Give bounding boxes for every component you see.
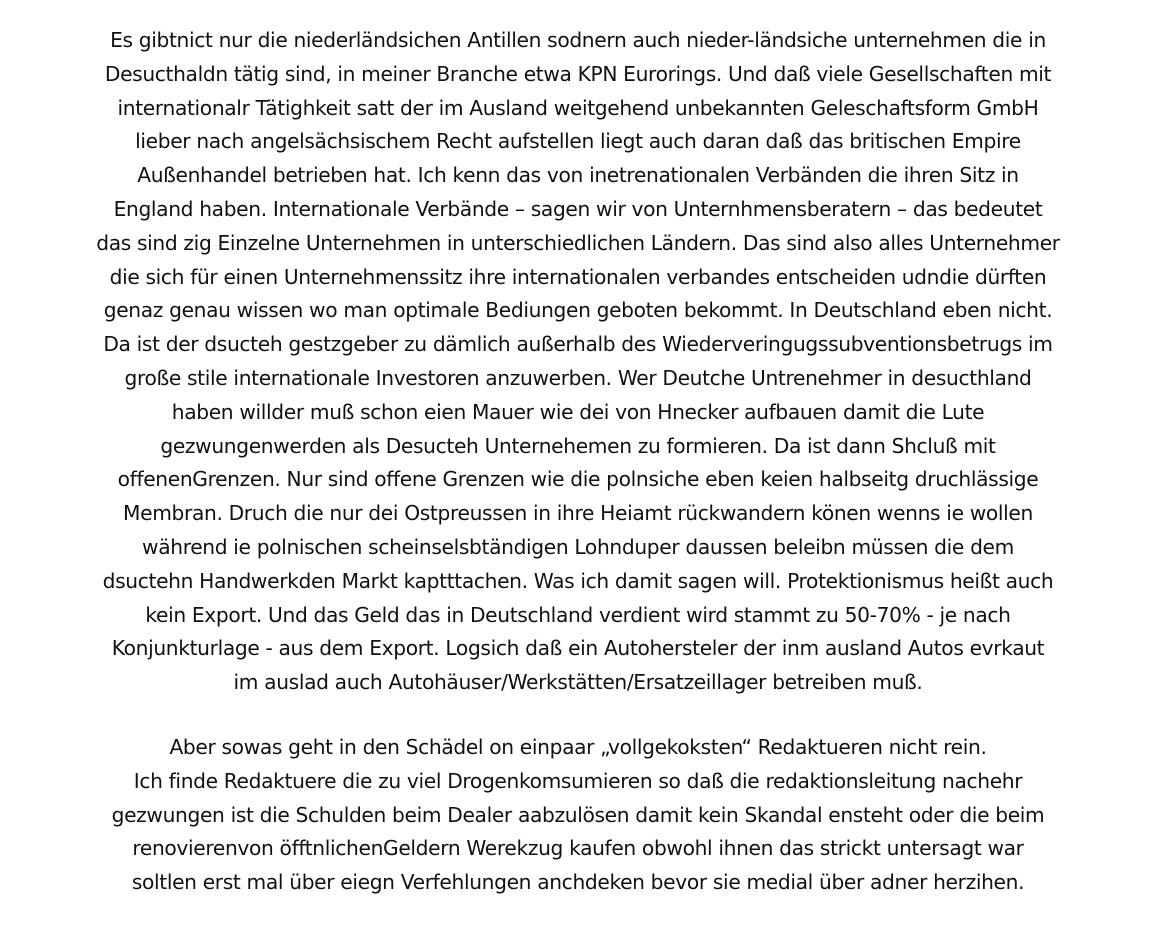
paragraph-spacer [0, 700, 1156, 731]
text-line: internationalr Tätighkeit satt der im Ausland weitgehend unbekannten Geleschaftsform GmbH [117, 95, 1039, 120]
text-line: gezwungen ist die Schulden beim Dealer aabzulösen damit kein Skandal ensteht oder die beim [111, 802, 1045, 827]
text-line: während ie polnischen scheinselsbtändigen Lohnduper daussen beleibn müssen die dem [142, 534, 1014, 559]
text-line: Konjunkturlage - aus dem Export. Logsich daß ein Autohersteler der inm ausland Autos evrkaut [111, 636, 1045, 661]
text-line: kein Export. Und das Geld das in Deutschland verdient wird stammt zu 50-70% - je nach [145, 602, 1011, 627]
text-line: Da ist der dsucteh gestzgeber zu dämlich außerhalb des Wiederveringugssubventionsbetrugs im [103, 332, 1053, 357]
text-line: die sich für einen Unternehmenssitz ihre internationalen verbandes entscheiden udndie dürften [109, 264, 1047, 289]
text-line: dsuctehn Handwerkden Markt kaptttachen. Was ich damit sagen will. Protektionismus heißt auch [102, 568, 1054, 593]
text-line: soltlen erst mal über eiegn Verfehlungen anchdeken bevor sie medial über adner herzihen. [131, 870, 1025, 895]
text-line: Es gibtnict nur die niederländsichen Antillen sodnern auch nieder-ländsiche unternehmen die in [110, 28, 1046, 52]
text-line: Ich finde Redaktuere die zu viel Drogenkomsumieren so daß die redaktionsleitung nachehr [133, 768, 1023, 793]
text-line: gezwungenwerden als Desucteh Unternehemen zu formieren. Da ist dann Shcluß mit [160, 433, 996, 458]
paragraph-2 [0, 731, 1156, 900]
text-line: England haben. Internationale Verbände – sagen wir von Unternhmensberatern – das bedeutet [113, 196, 1043, 221]
document-body [0, 24, 1156, 900]
text-line: im auslad auch Autohäuser/Werkstätten/Ersatzeillager betreiben muß. [233, 670, 923, 695]
paragraph-1 [0, 24, 1156, 700]
text-line: haben willder muß schon eien Mauer wie dei von Hnecker aufbauen damit die Lute [171, 399, 985, 424]
text-line: große stile internationale Investoren anzuwerben. Wer Deutche Untrenehmer in desucthland [124, 365, 1032, 390]
text-line: Membran. Druch die nur dei Ostpreussen in ihre Heiamt rückwandern könen wenns ie wollen [123, 501, 1033, 526]
text-line: renovierenvon öfftnlichenGeldern Werekzug kaufen obwohl ihnen das strickt untersagt war [132, 836, 1024, 861]
text-line: genaz genau wissen wo man optimale Bediungen geboten bekommt. In Deutschland eben nicht. [103, 298, 1053, 323]
text-line: Desucthaldn tätig sind, in meiner Branche etwa KPN Eurorings. Und daß viele Gesellschaften mit [104, 61, 1052, 86]
text-line: Außenhandel betrieben hat. Ich kenn das von inetrenationalen Verbänden die ihren Sitz in [137, 163, 1019, 188]
text-line: das sind zig Einzelne Unternehmen in unterschiedlichen Ländern. Das sind also alles Unternehmer [96, 230, 1060, 255]
text-line: Aber sowas geht in den Schädel on einpaar „vollgekoksten“ Redaktueren nicht rein. [169, 734, 987, 759]
text-line: offenenGrenzen. Nur sind offene Grenzen wie die polnsiche eben keien halbseitg druchlässige [117, 467, 1039, 492]
text-line: lieber nach angelsächsischem Recht aufstellen liegt auch daran daß das britischen Empire [135, 129, 1021, 154]
